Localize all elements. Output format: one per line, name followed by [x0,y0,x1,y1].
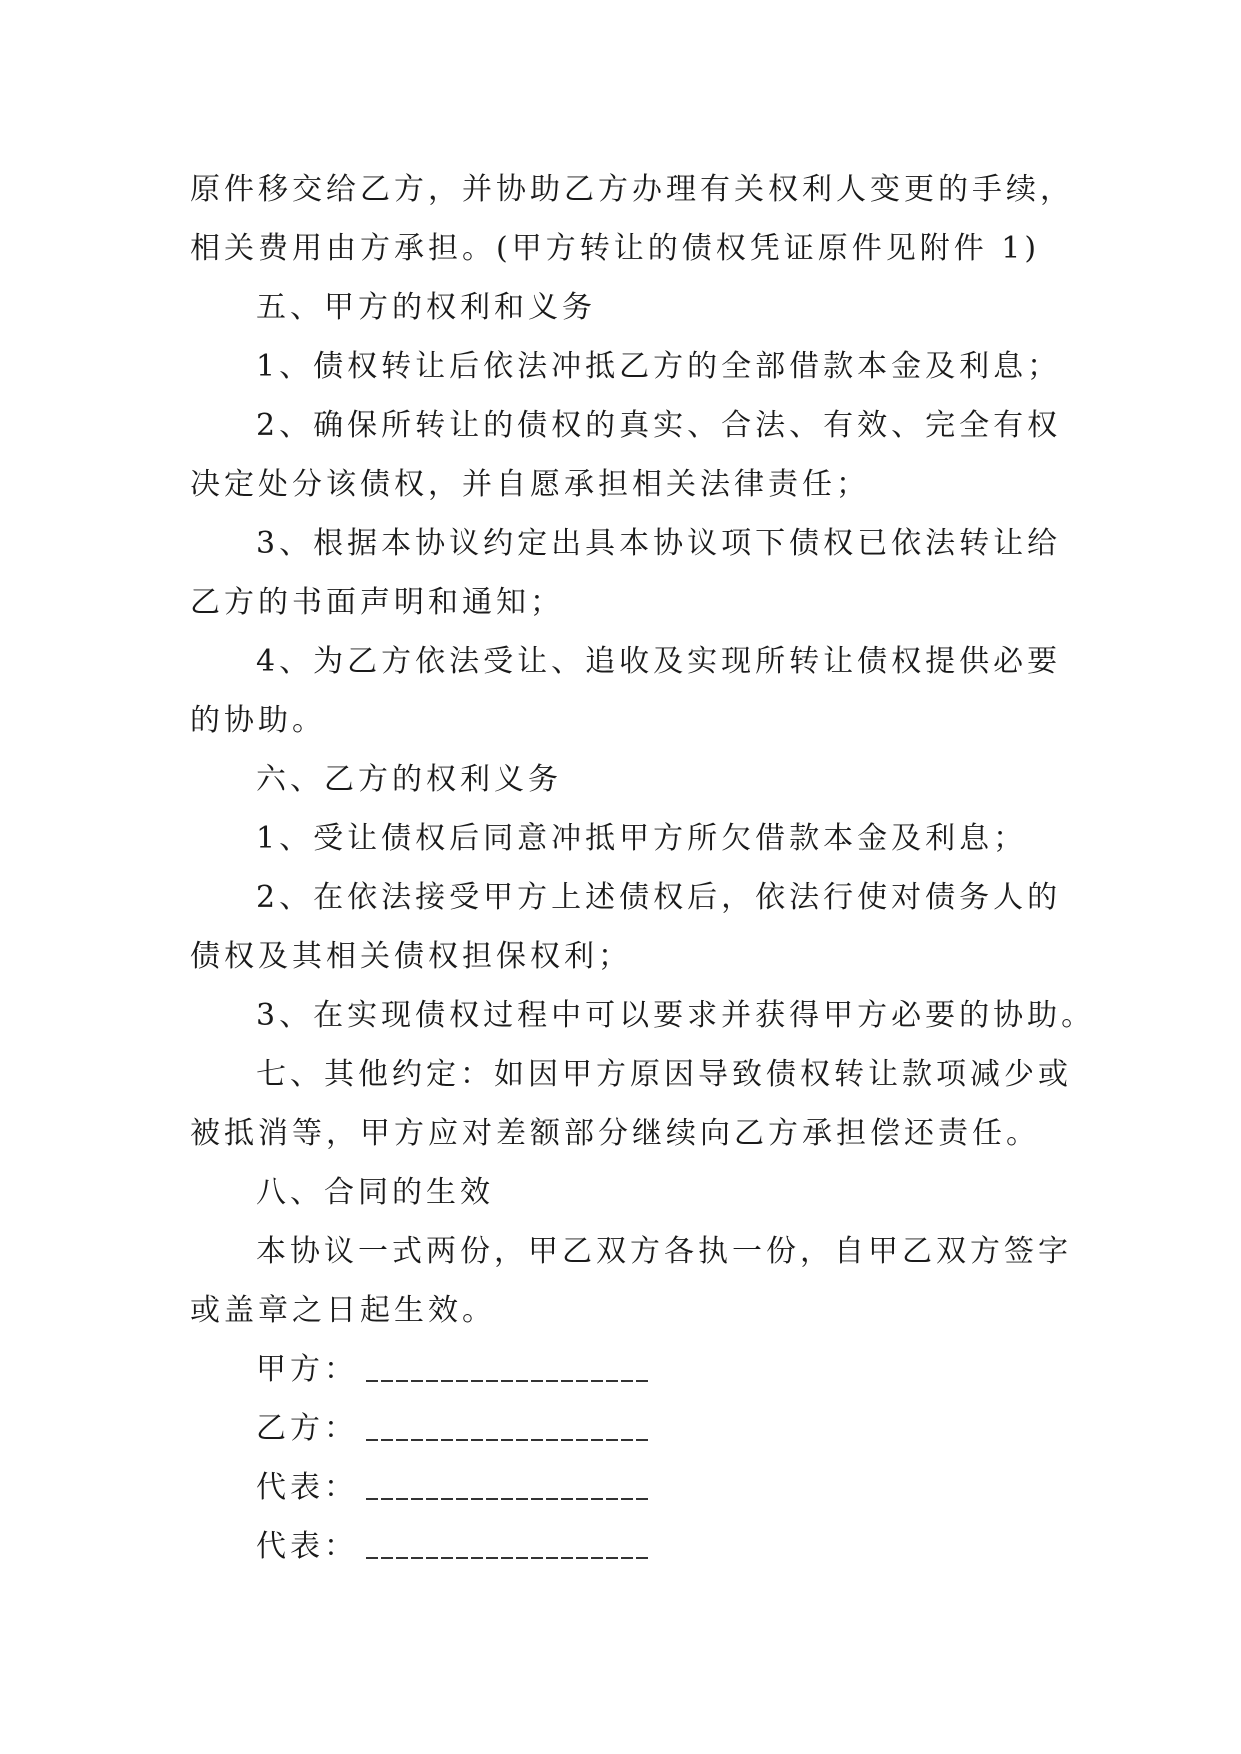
section-heading-6: 六、乙方的权利义务 [256,762,562,797]
text-line: 被抵消等，甲方应对差额部分继续向乙方承担偿还责任。 [190,1116,1040,1151]
signature-label: 乙方： [256,1411,358,1446]
text-line: 3、根据本协议约定出具本协议项下债权已依法转让给 [256,526,1062,561]
signature-representative-b [190,1517,1070,1576]
signature-label: 代表： [256,1470,358,1505]
text-line: 乙方的书面声明和通知； [190,585,564,620]
text-line: 原件移交给乙方，并协助乙方办理有关权利人变更的手续， [190,172,1074,207]
signature-blank [366,1498,648,1500]
text-line: 3、在实现债权过程中可以要求并获得甲方必要的协助。 [256,998,1096,1033]
signature-label: 代表： [256,1529,358,1564]
signature-party-b [190,1399,1070,1458]
signature-blank [366,1557,648,1559]
text-line: 1、债权转让后依法冲抵乙方的全部借款本金及利息； [256,349,1062,384]
text-line: 本协议一式两份，甲乙双方各执一份，自甲乙双方签字 [256,1234,1072,1269]
signature-blank [366,1439,648,1441]
signature-blank [366,1380,648,1382]
text-line: 4、为乙方依法受让、追收及实现所转让债权提供必要 [256,644,1062,679]
signature-label: 甲方： [256,1352,358,1387]
text-line: 债权及其相关债权担保权利； [190,939,632,974]
text-line: 1、受让债权后同意冲抵甲方所欠借款本金及利息； [256,821,1028,856]
text-line: 2、在依法接受甲方上述债权后，依法行使对债务人的 [256,880,1062,915]
text-line: 2、确保所转让的债权的真实、合法、有效、完全有权 [256,408,1062,443]
document-page [190,160,1096,1576]
text-line: 或盖章之日起生效。 [190,1293,496,1328]
signature-representative-a [190,1458,1070,1517]
text-line: 相关费用由方承担。(甲方转让的债权凭证原件见附件 1) [190,231,1041,266]
section-heading-5: 五、甲方的权利和义务 [256,290,596,325]
signature-party-a [190,1340,1070,1399]
section-heading-8: 八、合同的生效 [256,1175,494,1210]
text-line: 的协助。 [190,703,326,738]
section-heading-7: 七、其他约定：如因甲方原因导致债权转让款项减少或 [256,1057,1072,1092]
text-line: 决定处分该债权，并自愿承担相关法律责任； [190,467,870,502]
